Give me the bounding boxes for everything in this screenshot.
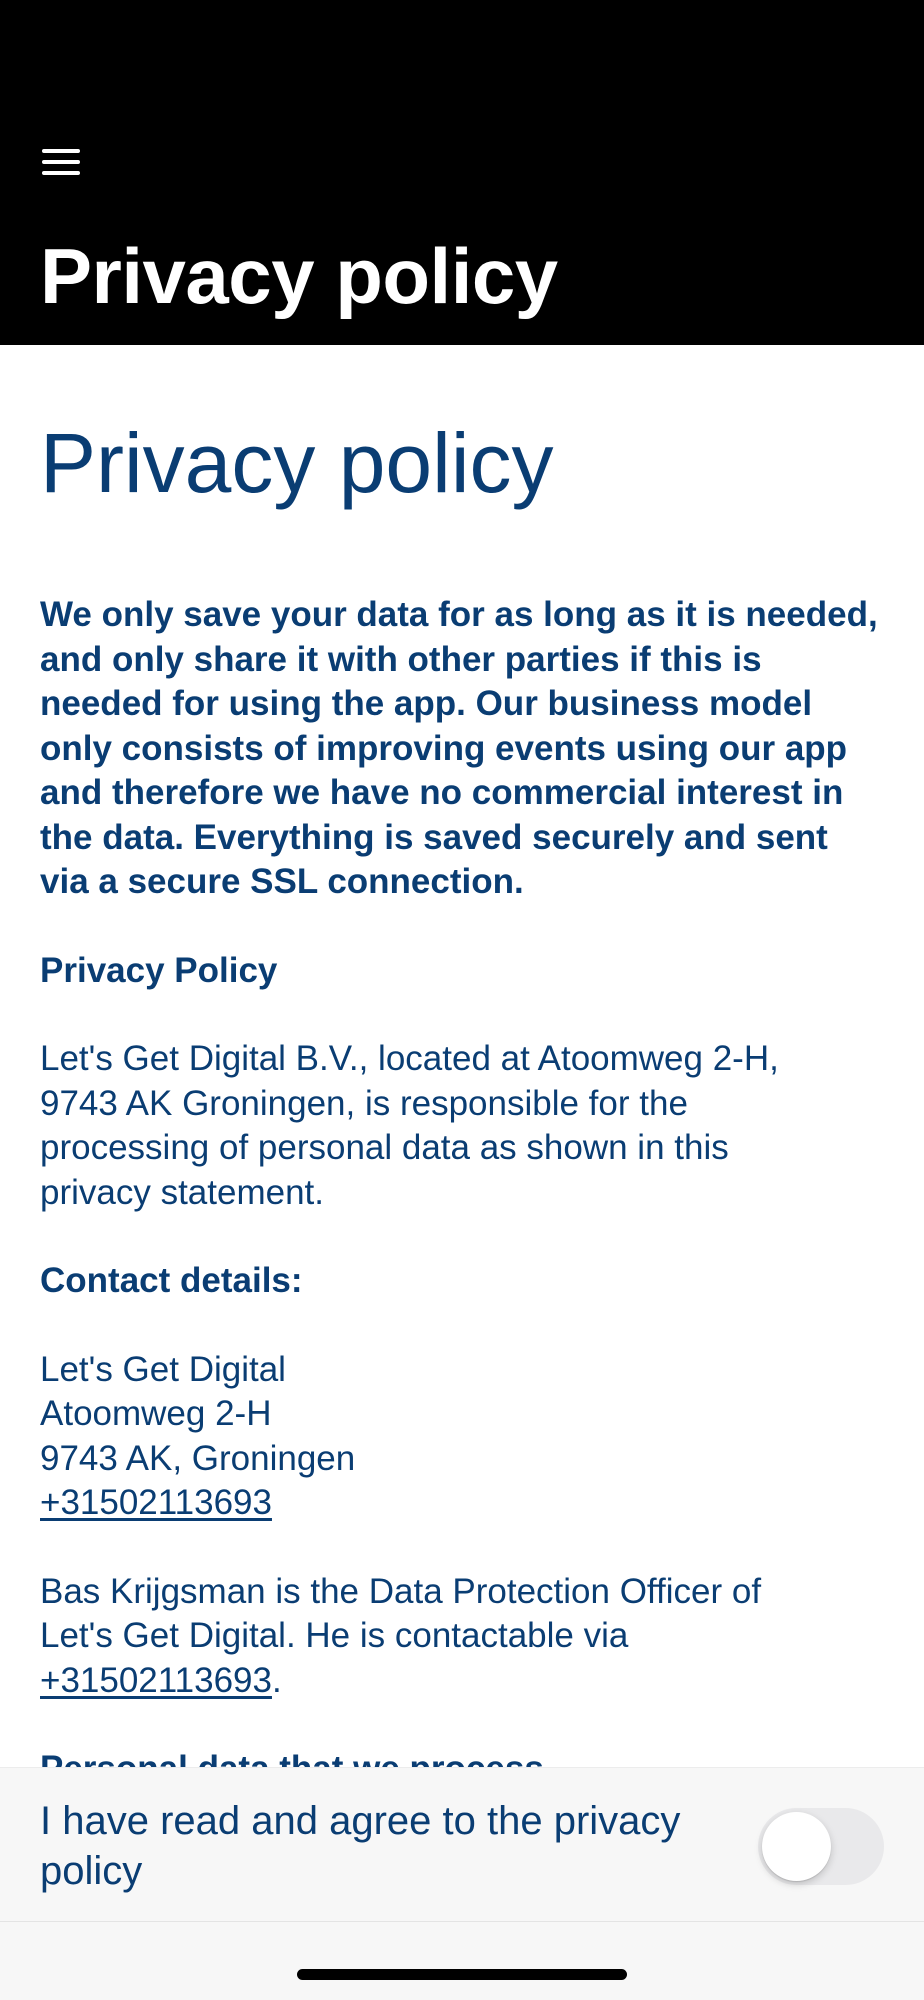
intro-line: securely and sent via a secure SSL connection. (40, 817, 828, 901)
intro-line: model only consists of improving events using (40, 684, 813, 768)
intro-line: interest in the data. Everything is saved (40, 773, 844, 857)
privacy-policy-heading: Privacy Policy (40, 950, 278, 990)
intro-line: our app and therefore we have no commercial (40, 728, 848, 812)
paragraph-line: privacy statement. (40, 1172, 324, 1212)
contact-details-heading: Contact details: (40, 1261, 303, 1300)
content-title: Privacy policy (40, 416, 554, 510)
paragraph-line: processing of personal data as shown in this (40, 1128, 729, 1167)
page-title: Privacy policy (40, 232, 558, 320)
agree-bar (0, 1767, 924, 1922)
header (0, 0, 924, 345)
paragraph-line: Let's Get Digital B.V., located at Atoomweg 2-H, (40, 1039, 779, 1078)
dpo-paragraph (40, 1570, 884, 1704)
contact-city: 9743 AK, Groningen (40, 1438, 356, 1478)
intro-paragraph (40, 593, 884, 905)
sentence-end: . (271, 1660, 282, 1700)
home-indicator[interactable] (297, 1969, 627, 1980)
agree-label: I have read and agree to the privacy policy (40, 1799, 681, 1893)
toggle-knob (762, 1812, 831, 1881)
dpo-phone-link[interactable]: +31502113693 (40, 1660, 272, 1700)
bottom-safe-area (0, 1922, 924, 2000)
contact-details (40, 1348, 884, 1526)
paragraph-line: Let's Get Digital. He is contactable via (40, 1616, 629, 1655)
contact-company: Let's Get Digital (40, 1349, 286, 1389)
agree-toggle[interactable] (758, 1808, 884, 1885)
intro-line: We only save your data for as long as it is (40, 595, 736, 634)
contact-street: Atoomweg 2-H (40, 1394, 272, 1433)
intro-line: needed, and only share it with other parties if (40, 595, 878, 679)
contact-phone-link[interactable]: +31502113693 (40, 1483, 272, 1522)
paragraph-line: 9743 AK Groningen, is responsible for the (40, 1083, 688, 1123)
policy-content[interactable] (0, 345, 924, 1767)
responsible-paragraph (40, 1037, 884, 1215)
intro-line: this is needed for using the app. Our business (40, 639, 762, 723)
paragraph-line: Bas Krijgsman is the Data Protection Officer of (40, 1571, 762, 1611)
hamburger-menu-icon[interactable] (36, 140, 92, 184)
